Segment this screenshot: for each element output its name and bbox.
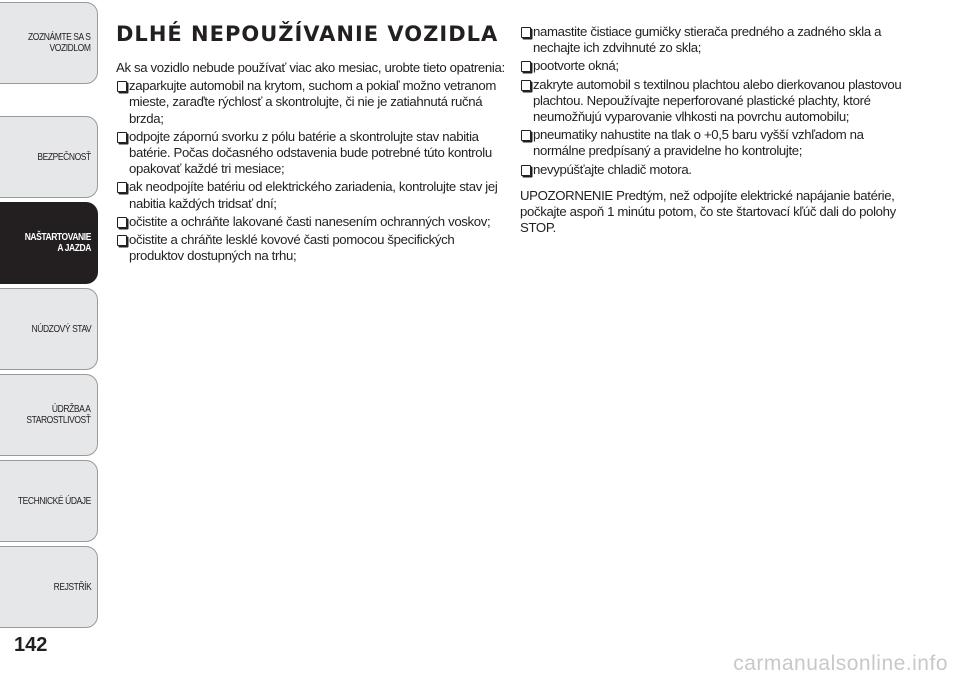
list-item: očistite a chráňte lesklé kovové časti pomocou špecifických produktov dostupných na trhu; — [116, 232, 506, 264]
tab-udrzba-a-starostlivost[interactable] — [0, 374, 98, 456]
watermark: carmanualsonline.info — [733, 652, 948, 675]
list-item: nevypúšťajte chladič motora. — [520, 162, 910, 178]
tab-label: NAŠTARTOVANIE A JAZDA — [24, 232, 91, 254]
tab-technicke-udaje[interactable] — [0, 460, 98, 542]
section-title: DLHÉ NEPOUŽÍVANIE VOZIDLA — [116, 22, 499, 46]
tab-label: BEZPEČNOSŤ — [37, 151, 91, 163]
tab-nudzovy-stav[interactable] — [0, 288, 98, 370]
page-number: 142 — [14, 634, 48, 656]
list-item: pootvorte okná; — [520, 58, 910, 74]
list-item: pneumatiky nahustite na tlak o +0,5 baru vyšší vzhľadom na normálne predpísaný a pravidelne ho kontrolujte; — [520, 127, 910, 159]
warning-note: UPOZORNENIE Predtým, než odpojíte elektrické napájanie batérie, počkajte aspoň 1 minútu potom, čo ste štartovací kľúč dali do polohy STOP. — [520, 187, 896, 236]
chapter-sidebar — [0, 0, 100, 686]
tab-bezpecnost[interactable] — [0, 116, 98, 198]
tab-label: ÚDRŽBA A STAROSTLIVOSŤ — [26, 404, 91, 426]
list-item: zakryte automobil s textilnou plachtou alebo dierkovanou plastovou plachtou. Nepoužívajte neperforované plastické plachty, ktoré neumožňujú vyparovanie vlhkosti na povrchu automobilu; — [520, 77, 910, 126]
list-item: odpojte zápornú svorku z pólu batérie a skontrolujte stav nabitia batérie. Počas dočasného odstavenia bude potrebné túto kontrolu opakovať každé tri mesiace; — [116, 129, 506, 178]
tab-nastartovanie-a-jazda[interactable] — [0, 202, 98, 284]
tab-label: REJSTŘÍK — [53, 581, 91, 593]
intro-paragraph: Ak sa vozidlo nebude používať viac ako mesiac, urobte tieto opatrenia: — [116, 60, 505, 75]
list-item: namastite čistiace gumičky stierača predného a zadného skla a nechajte ich zdvihnuté zo skla; — [520, 24, 910, 56]
left-checklist — [116, 78, 506, 264]
list-item: ak neodpojíte batériu od elektrického zariadenia, kontrolujte stav jej nabitia každých tridsať dní; — [116, 179, 506, 211]
tab-label: TECHNICKÉ ÚDAJE — [18, 495, 91, 507]
right-column — [520, 24, 910, 236]
tab-label: NÚDZOVÝ STAV — [31, 323, 91, 335]
right-checklist — [520, 24, 910, 178]
tab-zoznamte-sa-s-vozidlom[interactable] — [0, 2, 98, 84]
tab-label: ZOZNÁMTE SA S VOZIDLOM — [28, 32, 91, 54]
left-column — [116, 60, 506, 266]
list-item: zaparkujte automobil na krytom, suchom a pokiaľ možno vetranom mieste, zaraďte rýchlosť a skontrolujte, či nie je zatiahnutá ručná brzda; — [116, 78, 506, 127]
list-item: očistite a ochráňte lakované časti nanesením ochranných voskov; — [116, 214, 506, 230]
tab-rejstrik[interactable] — [0, 546, 98, 628]
